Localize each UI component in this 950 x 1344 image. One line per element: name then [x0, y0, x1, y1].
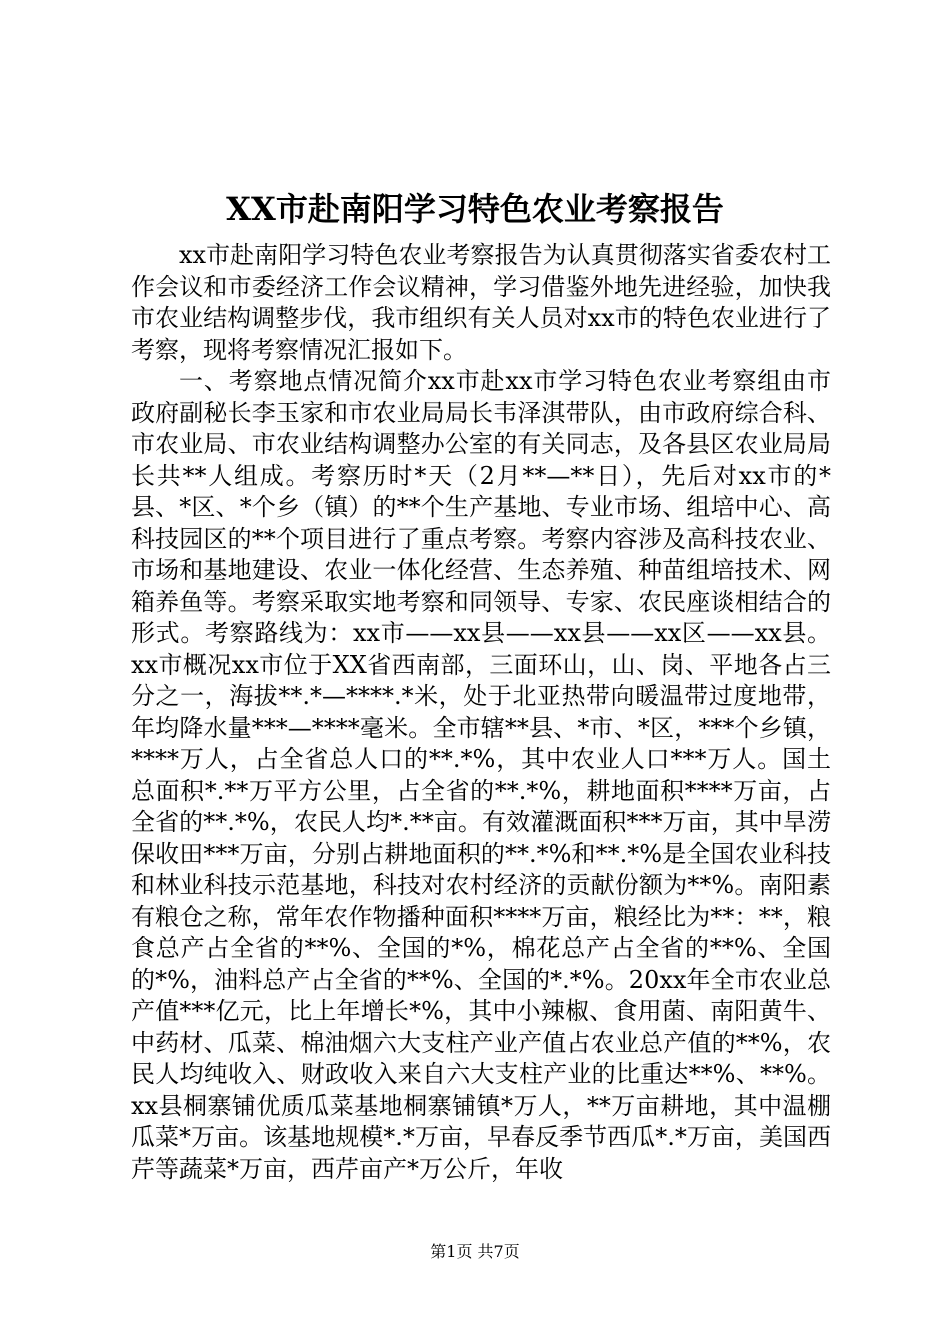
paragraph-overview: 一、考察地点情况简介xx市赴xx市学习特色农业考察组由市政府副秘长李玉家和市农业局局长韦泽淇带队，由市政府综合科、市农业局、市农业结构调整办公室的有关同志，及各县区农业局局长共**人组成。考察历时*天（2月**—**日），先后对xx市的*县、*区、*个乡（镇）的**个生产基地、专业市场、组培中心、高科技园区的**个项目进行了重点考察。考察内容涉及高科技农业、市场和基地建设、农业一体化经营、生态养殖、种苗组培技术、网箱养鱼等。考察采取实地考察和同领导、专家、农民座谈相结合的形式。考察路线为：xx市——xx县——xx县——xx区——xx县。xx市概况xx市位于XX省西南部，三面环山，山、岗、平地各占三分之一，海拔**.*—****.*米，处于北亚热带向暖温带过度地带，年均降水量***—****毫米。全市辖**县、*市、*区，***个乡镇，****万人，占全省总人口的**.*%，其中农业人口***万人。国土总面积*.**万平方公里，占全省的**.*%，耕地面积****万亩，占全省的**.*%，农民人均*.**亩。有效灌溉面积***万亩，其中旱涝保收田***万亩，分别占耕地面积的**.*%和**.*%是全国农业科技和林业科技示范基地，科技对农村经济的贡献份额为**%。南阳素有粮仓之称，常年农作物播种面积****万亩，粮经比为**：**，粮食总产占全省的**%、全国的*%，棉花总产占全省的**%、全国的*%，油料总产占全省的**%、全国的*.*%。20xx年全市农业总产值***亿元，比上年增长*%，其中小辣椒、食用菌、南阳黄牛、中药材、瓜菜、棉油烟六大支柱产业产值占农业总产值的**%，农民人均纯收入、财政收入来自六大支柱产业的比重达**%、**%。xx县桐寨铺优质瓜菜基地桐寨铺镇*万人，**万亩耕地，其中温棚瓜菜*万亩。该基地规模*.*万亩，早春反季节西瓜*.*万亩，美国西芹等蔬菜*万亩，西芹亩产*万公斤，年收: [131, 367, 831, 1183]
page-number: 第1页 共7页: [430, 1242, 520, 1261]
document-body: [131, 240, 831, 1185]
paragraph-intro: xx市赴南阳学习特色农业考察报告为认真贯彻落实省委农村工作会议和市委经济工作会议精神，学习借鉴外地先进经验，加快我市农业结构调整步伐，我市组织有关人员对xx市的特色农业进行了考察，现将考察情况汇报如下。: [131, 241, 831, 364]
document-title: XX市赴南阳学习特色农业考察报告: [226, 190, 724, 228]
